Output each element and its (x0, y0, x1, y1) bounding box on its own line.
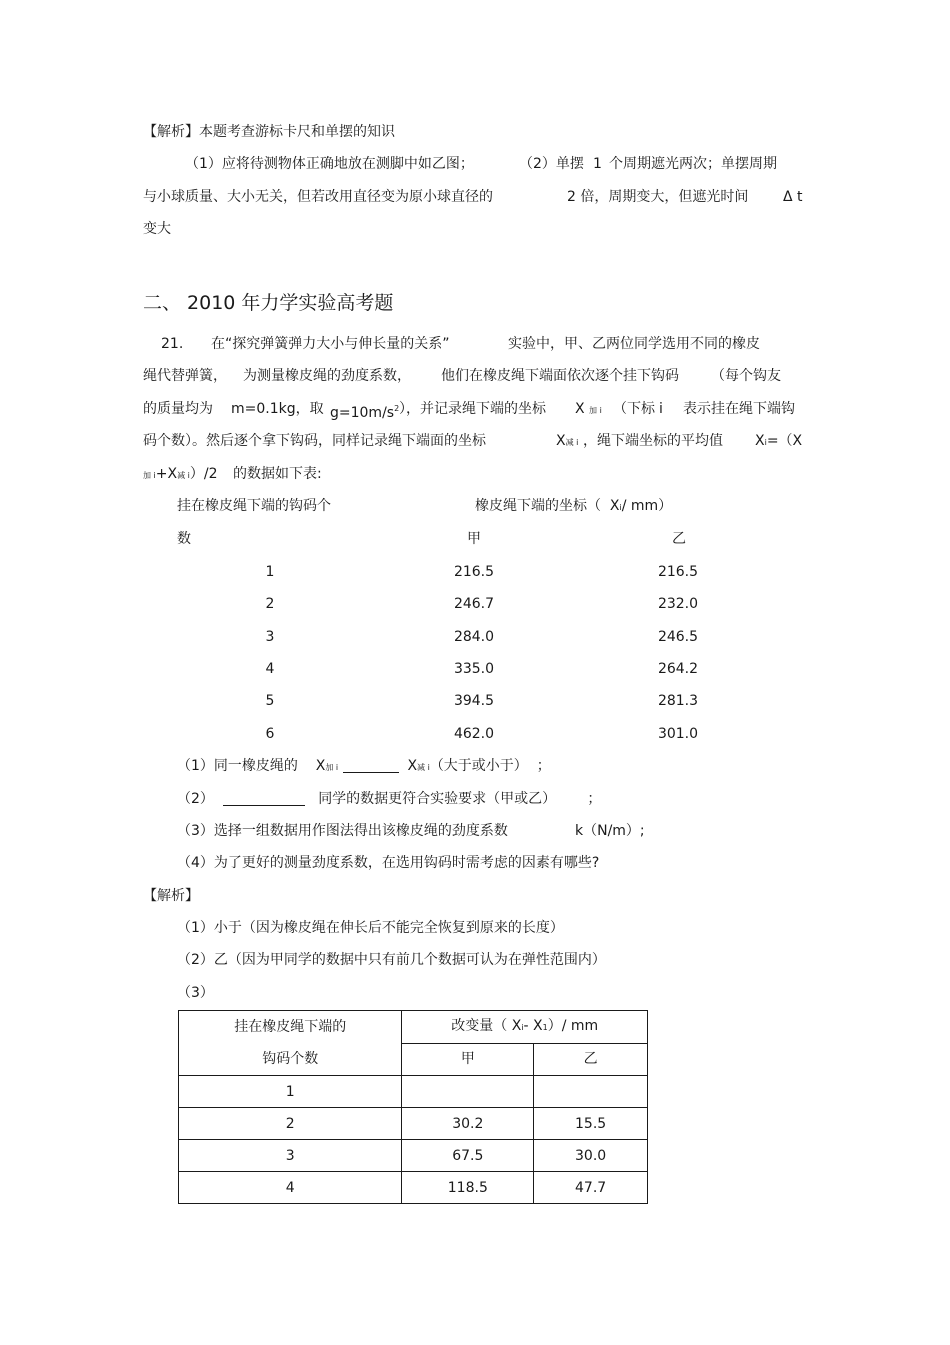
table-cell: 246.7 (453, 596, 495, 612)
table-cell: 15.5 (534, 1108, 648, 1140)
question-text: （下标 (613, 401, 655, 417)
question-text: 码个数）。然后逐个拿下钩码，同样记录绳下端面的坐标 (143, 433, 486, 449)
question-text: i (659, 401, 663, 417)
question-text: 表示挂在绳下端钩 (683, 401, 795, 417)
table-cell: 3 (265, 629, 275, 645)
analysis-title: 【解析】 (143, 888, 199, 904)
question-text: 绳代替弹簧， (143, 368, 227, 384)
table-cell (402, 1076, 534, 1108)
table-cell: 4 (265, 661, 275, 677)
question-text: 为测量橡皮绳的劲度系数， (243, 368, 411, 384)
question-text: m=0.1kg，取 (231, 401, 324, 417)
analysis-line: （2）单摆 (519, 156, 584, 172)
table-cell: 2 (179, 1108, 402, 1140)
answer-blank[interactable] (343, 758, 399, 773)
table-header: 橡皮绳下端的坐标（ Xi/ mm） (475, 498, 673, 514)
table-row (179, 1172, 648, 1204)
table-header-yi: 乙 (672, 531, 686, 547)
table-cell: 246.5 (657, 629, 699, 645)
table-header-yi: 乙 (534, 1043, 648, 1076)
section-heading: 二、 2010 年力学实验高考题 (143, 292, 394, 314)
question-text: 加 i+X减 i）/2 (143, 466, 218, 482)
table-cell: 67.5 (402, 1140, 534, 1172)
table-cell: 2 (265, 596, 275, 612)
table-header-jia: 甲 (467, 531, 481, 547)
table-cell: 30.0 (534, 1140, 648, 1172)
table-cell: 232.0 (657, 596, 699, 612)
sub-question-4: （4）为了更好的测量劲度系数，在选用钩码时需考虑的因素有哪些? (177, 855, 600, 871)
table-cell: 335.0 (453, 661, 495, 677)
table-cell: 462.0 (453, 726, 495, 742)
question-text: Xi=（X (755, 433, 803, 449)
question-text: 实验中，甲、乙两位同学选用不同的橡皮 (508, 336, 760, 352)
table-cell: 216.5 (453, 564, 495, 580)
table-cell: 284.0 (453, 629, 495, 645)
analysis-answer: （2）乙（因为甲同学的数据中只有前几个数据可认为在弹性范围内） (177, 952, 606, 968)
table-row (179, 1076, 648, 1108)
answer-blank[interactable] (223, 791, 305, 806)
table-cell: 47.7 (534, 1172, 648, 1204)
question-text: 的质量均为 (143, 401, 213, 417)
sub-question-2: （2） 同学的数据更符合实验要求（甲或乙） ； (177, 791, 602, 807)
table-cell: 1 (265, 564, 275, 580)
analysis-line: 个周期遮光两次；单摆周期 (609, 156, 777, 172)
analysis-line: 2 倍，周期变大，但遮光时间 (567, 189, 749, 205)
table-cell: 30.2 (402, 1108, 534, 1140)
table-header: 改变量（ Xi- X1）/ mm (402, 1011, 648, 1044)
question-text: 他们在橡皮绳下端面依次逐个挂下钩码 (441, 368, 679, 384)
table-cell: 5 (265, 693, 275, 709)
table-cell: 264.2 (657, 661, 699, 677)
data-table-2 (178, 1010, 648, 1204)
table-header-jia: 甲 (402, 1043, 534, 1076)
table-header: 数 (177, 531, 191, 547)
analysis-answer: （1）小于（因为橡皮绳在伸长后不能完全恢复到原来的长度） (177, 920, 564, 936)
table-cell: 6 (265, 726, 275, 742)
analysis-line: 1 (593, 156, 602, 172)
question-text: ，绳下端坐标的平均值 (583, 433, 723, 449)
question-text: X 加 i (575, 401, 602, 417)
analysis-line: 变大 (143, 221, 171, 237)
table-cell: 281.3 (657, 693, 699, 709)
table-cell: 301.0 (657, 726, 699, 742)
table-cell: 216.5 (657, 564, 699, 580)
analysis-line: 与小球质量、大小无关，但若改用直径变为原小球直径的 (143, 189, 493, 205)
table-row (179, 1140, 648, 1172)
analysis-line: Δ t (783, 189, 803, 205)
table-cell: 4 (179, 1172, 402, 1204)
question-text: X减 i (556, 433, 579, 449)
table-header: 挂在橡皮绳下端的 钩码个数 (179, 1011, 402, 1076)
table-header: 挂在橡皮绳下端的钩码个 (177, 498, 331, 514)
analysis-answer: （3） (177, 985, 214, 1001)
question-text: （每个钩友 (711, 368, 781, 384)
table-cell: 394.5 (453, 693, 495, 709)
table-cell: 3 (179, 1140, 402, 1172)
question-text: 的数据如下表: (233, 466, 322, 482)
question-text: ），并记录绳下端的坐标 (399, 401, 546, 417)
table-cell (534, 1076, 648, 1108)
question-number: 21. (161, 336, 184, 352)
question-text: 在“探究弹簧弹力大小与伸长量的关系” (211, 336, 450, 352)
table-cell: 118.5 (402, 1172, 534, 1204)
question-text: $g=10m/s^2$ (330, 404, 400, 421)
analysis-title: 【解析】本题考查游标卡尺和单摆的知识 (143, 124, 395, 140)
analysis-line: （1）应将待测物体正确地放在测脚中如乙图； (185, 156, 474, 172)
sub-question-1: （1）同一橡皮绳的 X加 i X减 i（大于或小于） ； (177, 758, 551, 774)
table-row (179, 1108, 648, 1140)
sub-question-3: （3）选择一组数据用作图法得出该橡皮绳的劲度系数 (177, 823, 508, 839)
table-cell: 1 (179, 1076, 402, 1108)
sub-question-3-unit: k（N/m）; (575, 823, 645, 839)
